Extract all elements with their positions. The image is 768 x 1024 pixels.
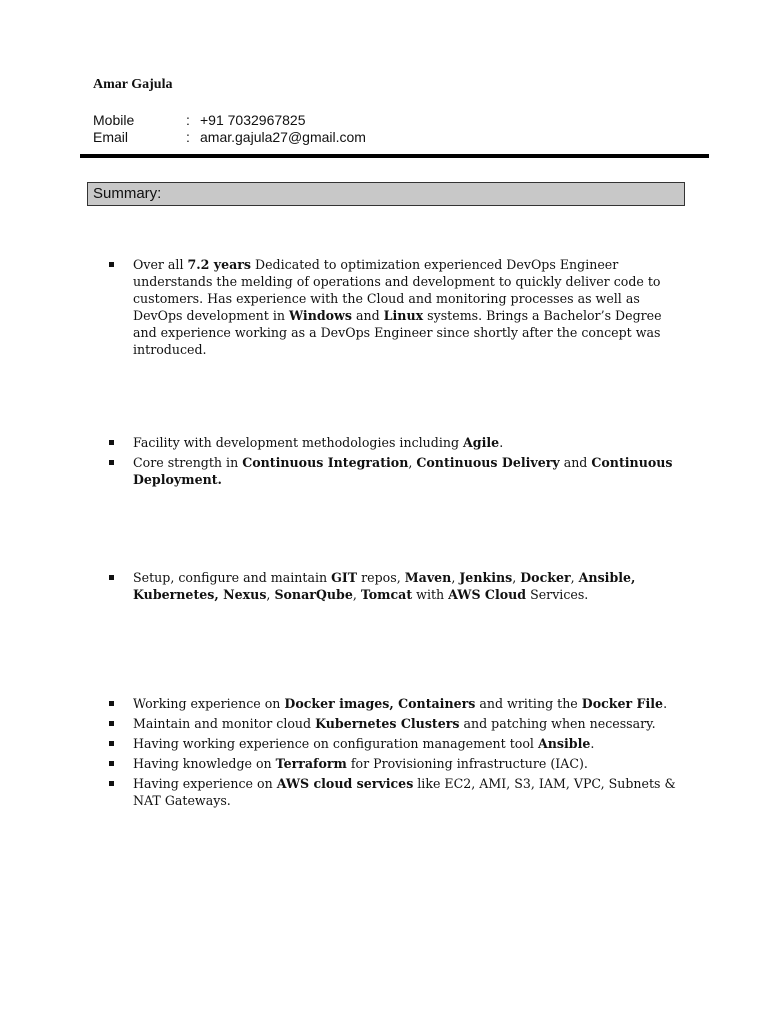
bullet-icon	[109, 701, 114, 706]
bullet-icon	[109, 721, 114, 726]
list-item: Setup, configure and maintain GIT repos, Maven, Jenkins, Docker, Ansible, Kubernetes, Nexus, SonarQube, Tomcat with AWS Cloud Services.	[108, 569, 678, 603]
summary-list-2	[108, 434, 678, 491]
bullet-icon	[109, 262, 114, 267]
summary-list-1	[108, 256, 678, 361]
email-label: Email	[93, 129, 129, 145]
list-item: Maintain and monitor cloud Kubernetes Clusters and patching when necessary.	[108, 715, 678, 732]
bullet-icon	[109, 440, 114, 445]
list-item: Having experience on AWS cloud services like EC2, AMI, S3, IAM, VPC, Subnets & NAT Gateways.	[108, 775, 678, 809]
email-value: amar.gajula27@gmail.com	[200, 129, 366, 145]
candidate-name: Amar Gajula	[93, 77, 173, 92]
list-item: Having knowledge on Terraform for Provisioning infrastructure (IAC).	[108, 755, 678, 772]
bullet-icon	[109, 741, 114, 746]
summary-list-3	[108, 569, 678, 606]
summary-list-4	[108, 695, 678, 812]
list-item: Facility with development methodologies including Agile.	[108, 434, 678, 451]
bullet-icon	[109, 575, 114, 580]
list-item: Over all 7.2 years Dedicated to optimization experienced DevOps Engineer understands the melding of operations and development to quickly deliver code to customers. Has experience with the Cloud and monitoring processes as well as DevOps development in Windows and Linux systems. Brings a Bachelor’s Degree and experience working as a DevOps Engineer since shortly after the concept was introduced.	[108, 256, 678, 358]
list-item: Core strength in Continuous Integration, Continuous Delivery and Continuous Deployment.	[108, 454, 678, 488]
bullet-icon	[109, 460, 114, 465]
summary-heading: Summary:	[87, 182, 685, 206]
header-divider	[80, 154, 709, 158]
list-item: Working experience on Docker images, Containers and writing the Docker File.	[108, 695, 678, 712]
mobile-separator: :	[186, 112, 190, 128]
mobile-value: +91 7032967825	[200, 112, 306, 128]
mobile-label: Mobile	[93, 112, 135, 128]
list-item: Having working experience on configuration management tool Ansible.	[108, 735, 678, 752]
email-separator: :	[186, 129, 190, 145]
bullet-icon	[109, 761, 114, 766]
bullet-icon	[109, 781, 114, 786]
